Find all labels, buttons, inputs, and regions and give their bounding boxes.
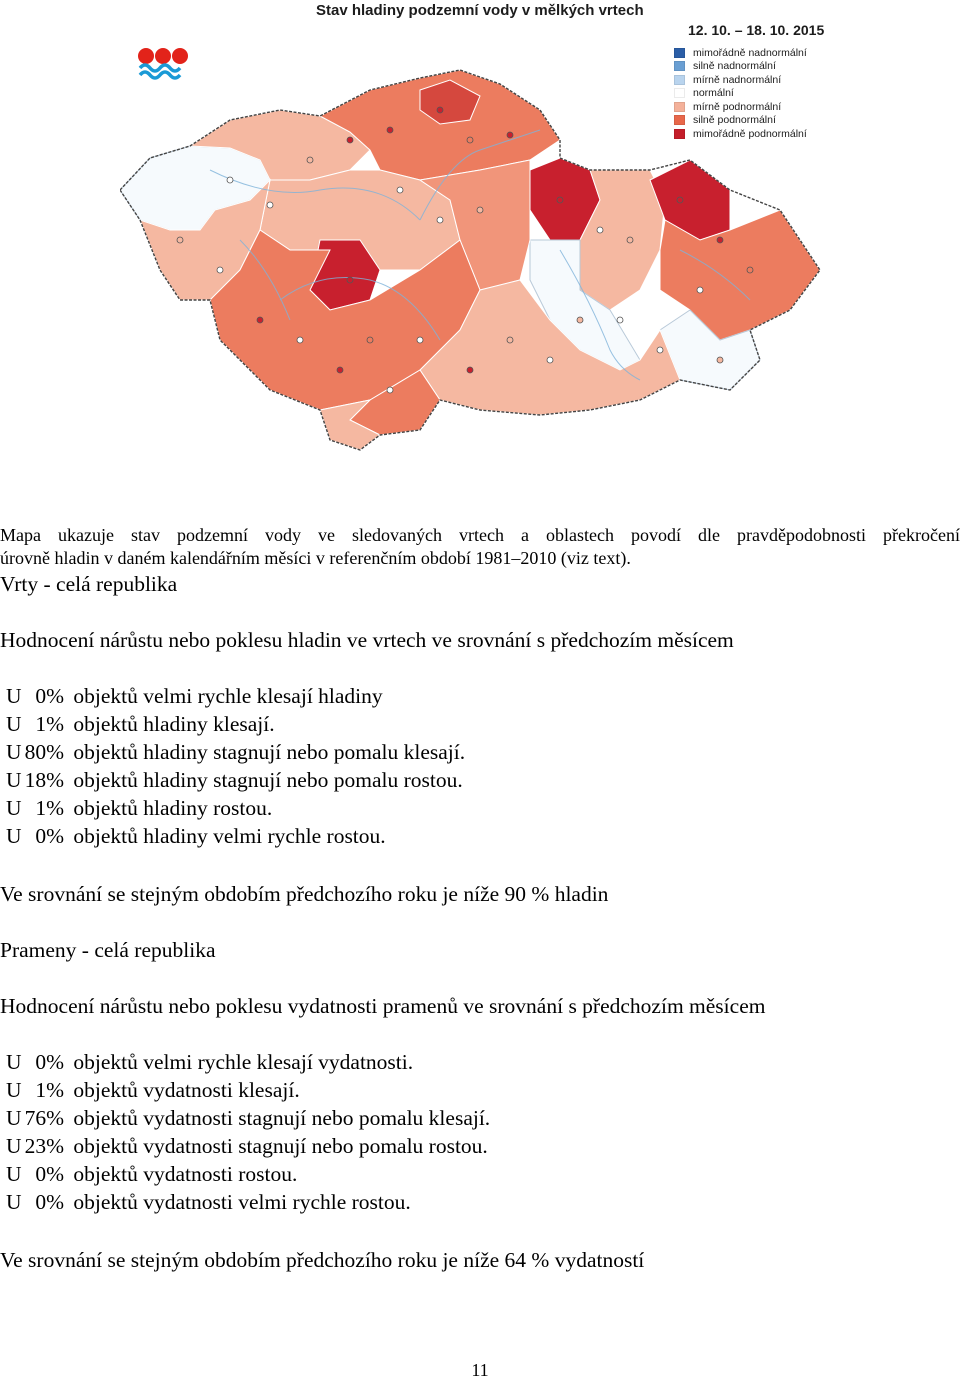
springs-list-item: [6, 1078, 300, 1103]
bullet-mark: U: [6, 1078, 22, 1102]
legend-label: silně nadnormální: [693, 60, 776, 73]
item-text: objektů vydatnosti klesají.: [73, 1078, 300, 1102]
caption-line-2: úrovně hladin v daném kalendářním měsíci v referenčním období 1981–2010 (viz text).: [0, 548, 631, 568]
bullet-mark: U: [6, 824, 22, 848]
item-percentage: 1%: [35, 712, 64, 736]
item-percentage: 23%: [24, 1134, 64, 1158]
item-percentage: 0%: [35, 1190, 64, 1214]
item-text: objektů hladiny klesají.: [73, 712, 275, 736]
item-percentage: 1%: [35, 1078, 64, 1102]
legend-label: normální: [693, 87, 734, 100]
czech-republic-map: [120, 40, 840, 460]
item-text: objektů hladiny rostou.: [73, 796, 273, 820]
bullet-mark: U: [6, 1134, 22, 1158]
wells-list-item: [6, 796, 272, 821]
legend-label: silně podnormální: [693, 114, 776, 127]
caption-line-1: Mapa ukazuje stav podzemní vody ve sledovaných vrtech a oblastech povodí dle pravděpodobnosti překročení: [0, 525, 960, 545]
legend-label: mírně podnormální: [693, 100, 782, 113]
springs-comparison: Ve srovnání se stejným obdobím předchozího roku je níže 64 % vydatností: [0, 1248, 645, 1272]
item-percentage: 1%: [35, 796, 64, 820]
wells-list-item: [6, 768, 463, 793]
item-percentage: 18%: [24, 768, 64, 792]
wells-comparison: Ve srovnání se stejným obdobím předchozího roku je níže 90 % hladin: [0, 882, 609, 906]
legend-label: mimořádně nadnormální: [693, 46, 807, 59]
springs-subheading: Hodnocení nárůstu nebo poklesu vydatnosti pramenů ve srovnání s předchozím měsícem: [0, 994, 766, 1018]
wells-list-item: [6, 684, 383, 709]
bullet-mark: U: [6, 768, 22, 792]
springs-list-item: [6, 1106, 490, 1131]
wells-subheading: Hodnocení nárůstu nebo poklesu hladin ve vrtech ve srovnání s předchozím měsícem: [0, 628, 734, 652]
springs-list-item: [6, 1162, 297, 1187]
item-percentage: 0%: [35, 684, 64, 708]
item-text: objektů vydatnosti stagnují nebo pomalu rostou.: [73, 1134, 488, 1158]
map-date: 12. 10. – 18. 10. 2015: [688, 22, 825, 38]
bullet-mark: U: [6, 1162, 22, 1186]
bullet-mark: U: [6, 1050, 22, 1074]
map-title: Stav hladiny podzemní vody v mělkých vrtech: [316, 2, 644, 19]
springs-list-item: [6, 1190, 411, 1215]
item-text: objektů velmi rychle klesají vydatnosti.: [73, 1050, 414, 1074]
item-text: objektů vydatnosti stagnují nebo pomalu klesají.: [73, 1106, 491, 1130]
bullet-mark: U: [6, 684, 22, 708]
springs-list-item: [6, 1050, 413, 1075]
legend-label: mimořádně podnormální: [693, 127, 807, 140]
map-caption: [0, 524, 960, 570]
map-regions: [120, 70, 820, 450]
item-text: objektů vydatnosti rostou.: [73, 1162, 298, 1186]
wells-heading: Vrty - celá republika: [0, 572, 178, 596]
bullet-mark: U: [6, 740, 22, 764]
item-text: objektů hladiny stagnují nebo pomalu klesají.: [73, 740, 466, 764]
springs-list-item: [6, 1134, 488, 1159]
bullet-mark: U: [6, 1106, 22, 1130]
item-percentage: 0%: [35, 1050, 64, 1074]
item-text: objektů velmi rychle klesají hladiny: [73, 684, 383, 708]
bullet-mark: U: [6, 1190, 22, 1214]
item-percentage: 0%: [35, 824, 64, 848]
wells-list-item: [6, 712, 275, 737]
bullet-mark: U: [6, 712, 22, 736]
item-percentage: 80%: [24, 740, 64, 764]
bullet-mark: U: [6, 796, 22, 820]
groundwater-map-figure: [120, 0, 840, 460]
item-percentage: 76%: [24, 1106, 64, 1130]
item-text: objektů vydatnosti velmi rychle rostou.: [73, 1190, 411, 1214]
item-text: objektů hladiny velmi rychle rostou.: [73, 824, 386, 848]
page-number: 11: [471, 1360, 489, 1380]
wells-list-item: [6, 824, 386, 849]
legend-label: mírně nadnormální: [693, 73, 782, 86]
item-percentage: 0%: [35, 1162, 64, 1186]
item-text: objektů hladiny stagnují nebo pomalu rostou.: [73, 768, 463, 792]
wells-list-item: [6, 740, 465, 765]
springs-heading: Prameny - celá republika: [0, 938, 216, 962]
